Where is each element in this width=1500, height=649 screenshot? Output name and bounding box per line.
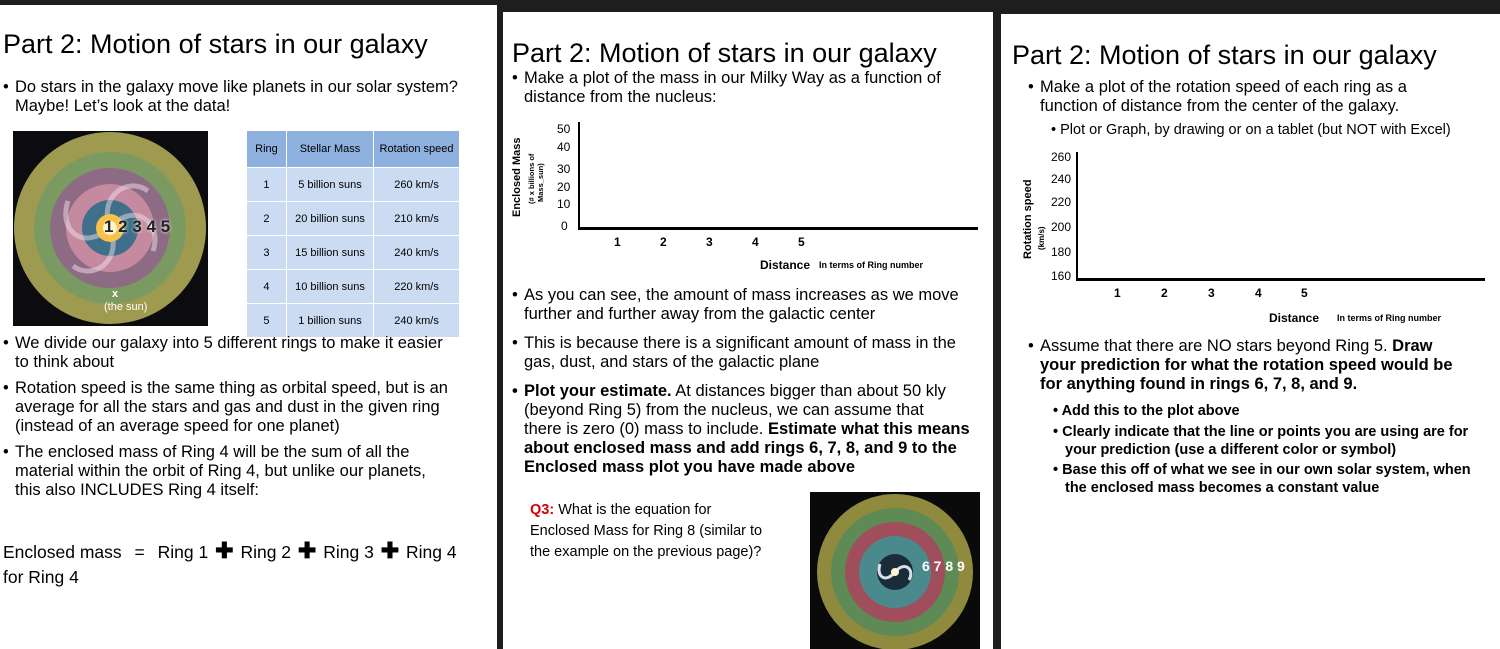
sun-label: (the sun) [104, 301, 148, 313]
speed-plot-y-axis [1076, 152, 1078, 280]
slide-1 [0, 5, 497, 649]
y-tick-label: 220 [1051, 195, 1072, 209]
speed-plot-y-sublabel: (km/s) [1037, 226, 1046, 250]
ring-data-table [246, 130, 460, 338]
x-tick-label: 1 [1114, 286, 1121, 300]
slide-3-bullet-1: • Make a plot of the rotation speed of each ring as a function of distance from the center of the galaxy. [1028, 78, 1407, 115]
x-tick-label: 2 [660, 235, 667, 249]
x-tick-label: 5 [1301, 286, 1308, 300]
sun-marker: x [112, 288, 119, 300]
slide-3 [1001, 14, 1500, 649]
slide-2-bullet-4: • Plot your estimate. At distances bigger than about 50 kly (beyond Ring 5) from the nucleus, we can assume that there is zero (0) mass to include. Estimate what this means about enclosed mass and add rings 6, 7, 8, and 9 to the Enclosed mass plot you have made above [512, 382, 970, 476]
speed-plot-x-note: In terms of Ring number [1337, 313, 1442, 323]
speed-plot-x-axis [1076, 278, 1485, 281]
y-tick-label: 200 [1051, 220, 1072, 234]
slide-2-bullet-3: • This is because there is a significant amount of mass in the gas, dust, and stars of the galactic plane [512, 334, 956, 371]
slide-2-bullet-1: • Make a plot of the mass in our Milky Way as a function of distance from the nucleus: [512, 69, 941, 106]
equation-term-1: Ring 1 [157, 542, 209, 562]
y-tick-label: 260 [1051, 150, 1072, 164]
y-tick-label: 10 [557, 197, 571, 211]
equation-left-label-line2: for Ring 4 [3, 567, 79, 587]
x-tick-label: 3 [706, 235, 713, 249]
y-tick-label: 240 [1051, 172, 1072, 186]
q3-question: Q3: What is the equation for Enclosed Mass for Ring 8 (similar to the example on the previous page)? [530, 502, 763, 560]
slide-1-bullet-3: • Rotation speed is the same thing as orbital speed, but is an average for all the stars and gas and dust in the given ring (instead of an average speed for one planet) [3, 379, 448, 435]
slide-1-bullet-4: • The enclosed mass of Ring 4 will be the sum of all the material within the orbit of Ring 4, but unlike our planets, this also INCLUDES Ring 4 itself: [3, 443, 426, 499]
mass-plot-y-axis [578, 122, 580, 229]
plus-icon: ✚ [380, 538, 400, 563]
table-header-ring: Ring [247, 131, 287, 168]
slide-1-bullet-2: • We divide our galaxy into 5 different rings to make it easier to think about [3, 334, 443, 371]
equation-left-label: Enclosed mass [3, 542, 122, 562]
equation-term-4: Ring 4 [406, 542, 457, 562]
equation-equals: = [134, 542, 145, 562]
table-header-row [247, 131, 460, 168]
y-tick-label: 0 [561, 219, 568, 233]
y-tick-label: 180 [1051, 245, 1072, 259]
mass-plot-y-label: Enclosed Mass [511, 137, 523, 217]
slide-3-sub-bullet-3: • Clearly indicate that the line or points you are using are for your prediction (use a different color or symbol) [1053, 424, 1469, 458]
table-header-speed: Rotation speed [374, 131, 460, 168]
x-tick-label: 3 [1208, 286, 1215, 300]
plus-icon: ✚ [215, 538, 234, 563]
slide-1-bullet-1: • Do stars in the galaxy move like planets in our solar system? Maybe! Let’s look at the data! [3, 78, 458, 115]
table-row: 2 20 billion suns 210 km/s [247, 202, 460, 236]
x-tick-label: 4 [1255, 286, 1262, 300]
plus-icon: ✚ [297, 538, 317, 563]
slide-2-bullet-2: • As you can see, the amount of mass increases as we move further and further away from the galactic center [512, 286, 959, 323]
slide-3-sub-bullet-2: • Add this to the plot above [1053, 403, 1240, 419]
equation-term-2: Ring 2 [240, 542, 292, 562]
slide-1-title: Part 2: Motion of stars in our galaxy [3, 29, 428, 59]
x-tick-label: 1 [614, 235, 621, 249]
slide-3-sub-bullet-4: • Base this off of what we see in our own solar system, when the enclosed mass becomes a constant value [1053, 462, 1471, 496]
table-row: 3 15 billion suns 240 km/s [247, 236, 460, 270]
slide-3-title: Part 2: Motion of stars in our galaxy [1012, 40, 1437, 70]
galaxy-ring-numbers: 1 2 3 4 5 [104, 217, 171, 236]
q3-label: Q3: [530, 502, 555, 518]
outer-ring-numbers: 6 7 8 9 [922, 558, 965, 574]
y-tick-label: 30 [557, 162, 571, 176]
slide-3-bullet-2: • Assume that there are NO stars beyond Ring 5. Draw your prediction for what the rotation speed would be for anything found in rings 6, 7, 8, and 9. [1028, 337, 1453, 393]
table-row: 4 10 billion suns 220 km/s [247, 270, 460, 304]
x-tick-label: 4 [752, 235, 759, 249]
table-row: 1 5 billion suns 260 km/s [247, 168, 460, 202]
mass-plot-x-axis [578, 227, 978, 230]
y-tick-label: 50 [557, 122, 571, 136]
mass-plot-x-label: Distance [760, 258, 811, 272]
slide-2-title: Part 2: Motion of stars in our galaxy [512, 38, 937, 68]
y-tick-label: 160 [1051, 269, 1072, 283]
speed-plot-y-label: Rotation speed [1022, 179, 1034, 259]
table-row: 5 1 billion suns 240 km/s [247, 304, 460, 338]
x-tick-label: 5 [798, 235, 805, 249]
enclosed-mass-equation [3, 538, 457, 590]
y-tick-label: 40 [557, 140, 571, 154]
equation-term-3: Ring 3 [323, 542, 374, 562]
slide-2 [503, 12, 993, 649]
x-tick-label: 2 [1161, 286, 1168, 300]
y-tick-label: 20 [557, 180, 571, 194]
slide-3-sub-bullet-1: • Plot or Graph, by drawing or on a tablet (but NOT with Excel) [1051, 122, 1451, 138]
mass-plot-y-sublabel-1: (# x billions of [527, 153, 536, 204]
mass-plot-y-sublabel-2: Mass_sun) [536, 163, 545, 202]
mass-plot-x-note: In terms of Ring number [819, 260, 924, 270]
speed-plot-x-label: Distance [1269, 311, 1320, 325]
table-header-mass: Stellar Mass [286, 131, 373, 168]
